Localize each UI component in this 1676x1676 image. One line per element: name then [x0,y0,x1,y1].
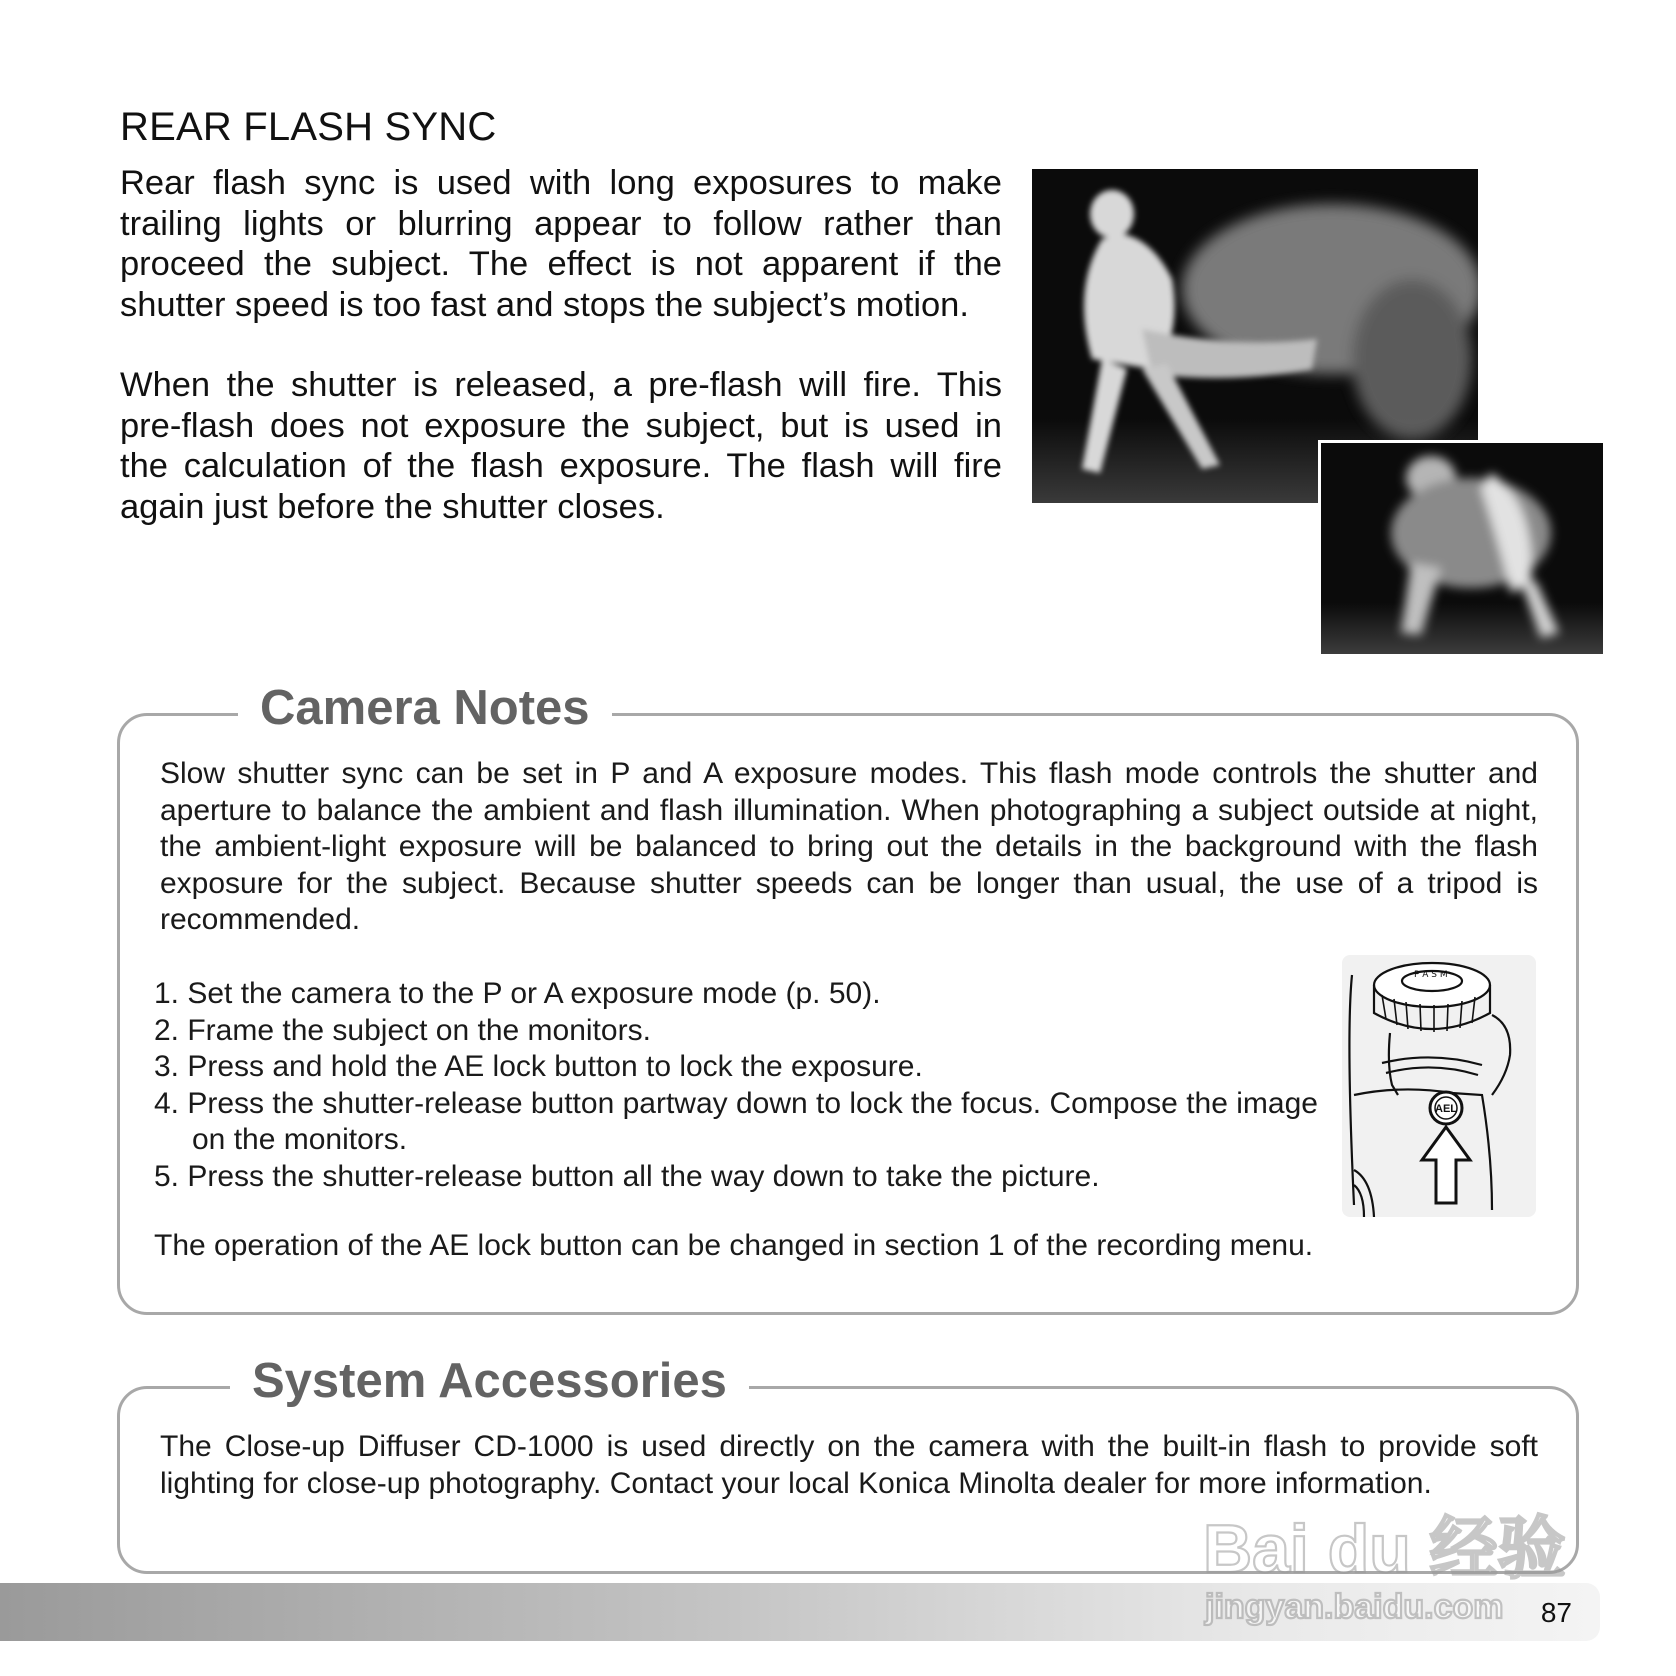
svg-text:P A S M: P A S M [1414,970,1448,980]
list-item: 2. Frame the subject on the monitors. [154,1013,651,1047]
page-number: 87 [1540,1597,1572,1628]
camera-notes-box [117,681,1579,1315]
baidu-watermark [1195,1500,1595,1630]
intro-text [120,163,1002,567]
list-item: 3. Press and hold the AE lock button to lock the exposure. [154,1050,923,1083]
ae-lock-note: The operation of the AE lock button can be changed in section 1 of the recording menu. [154,1229,1314,1262]
watermark-brand: Bai du 经验 [1203,1511,1566,1587]
system-accessories-text: The Close-up Diffuser CD-1000 is used directly on the camera with the built-in flash to provide soft lighting for close-up photography. Contact your local Konica Minolta dealer for more information. [160,1430,1538,1500]
ael-button-label: AEL [1435,1103,1457,1115]
list-item: 1. Set the camera to the P or A exposure mode (p. 50). [154,977,881,1010]
camera-notes-text: Slow shutter sync can be set in P and A exposure modes. This flash mode controls the shutter and aperture to balance the ambient and flash illumination. When photographing a subject outside at night, the ambient-light exposure will be balanced to bring out the details in the background with the flash exposure for the subject. Because shutter speeds can be longer than usual, the use of a tripod is recommended. [160,757,1538,936]
rear-sync-photo-2 [1318,440,1603,654]
camera-ael-illustration [1342,955,1536,1217]
list-item: 4. Press the shutter-release button partway down to lock the focus. Compose the image on the monitors. [154,1086,1318,1156]
system-accessories-title: System Accessories [230,1353,749,1409]
watermark-url: jingyan.baidu.com [1205,1588,1504,1626]
camera-notes-title: Camera Notes [238,680,612,736]
steps-list [154,976,1324,1195]
section-heading: REAR FLASH SYNC [120,105,497,149]
intro-paragraph-2: When the shutter is released, a pre-flash will fire. This pre-flash does not exposure the subject, but is used in the calculation of the flash exposure. The flash will fire again just before the shutter closes. [120,366,1002,526]
list-item: 5. Press the shutter-release button all the way down to take the picture. [154,1159,1100,1193]
intro-paragraph-1: Rear flash sync is used with long exposures to make trailing lights or blurring appear to follow rather than proceed the subject. The effect is not apparent if the shutter speed is too fast and stops the subject’s motion. [120,164,1002,324]
